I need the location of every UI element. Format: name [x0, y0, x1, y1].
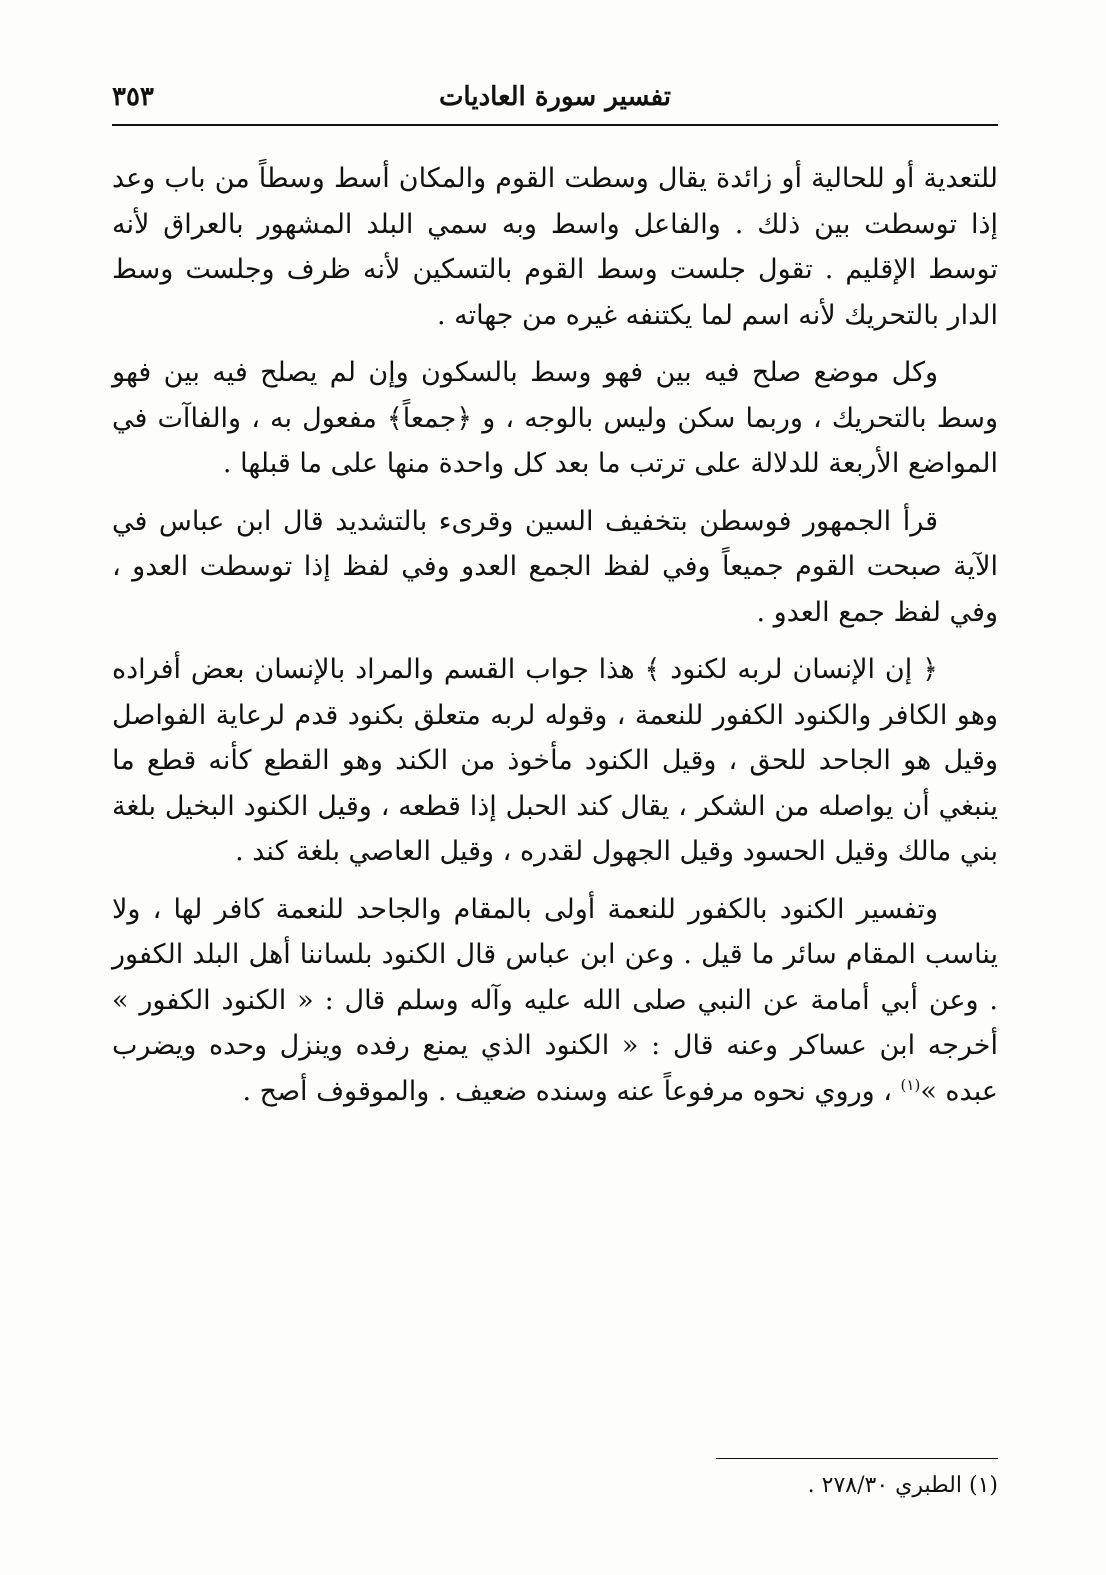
paragraph-5-text-end: ، وروي نحوه مرفوعاً عنه وسنده ضعيف . والموقوف أصح .	[242, 1075, 901, 1107]
paragraph-1: للتعدية أو للحالية أو زائدة يقال وسطت القوم والمكان أسط وسطاً من باب وعد إذا توسطت بين ذلك . والفاعل واسط وبه سمي البلد المشهور بالعراق لأنه توسط الإقليم . تقول جلست وسط القوم بالتسكين لأنه ظرف وجلست وسط الدار بالتحريك لأنه اسم لما يكتنفه غيره من جهاته .	[112, 163, 998, 331]
paragraph-5	[112, 887, 998, 1115]
page-body	[112, 156, 998, 1126]
footnote-rule	[716, 1458, 998, 1459]
paragraph-2: وكل موضع صلح فيه بين فهو وسط بالسكون وإن لم يصلح فيه بين فهو وسط بالتحريك ، وربما سكن وليس بالوجه ، و ﴿جمعاً﴾ مفعول به ، والفاآت في المواضع الأربعة للدلالة على ترتب ما بعد كل واحدة منها على ما قبلها .	[112, 357, 998, 479]
footnote-reference[interactable]: (١)	[900, 1075, 921, 1094]
running-title: تفسير سورة العاديات	[438, 82, 672, 112]
page-number: ٣٥٣	[112, 82, 154, 112]
paragraph-5-text: وتفسير الكنود بالكفور للنعمة أولى بالمقام والجاحد للنعمة كافر لها ، ولا يناسب المقام سائر ما قيل . وعن ابن عباس قال الكنود بلساننا أهل البلد الكفور . وعن أبي أمامة عن النبي صلى الله عليه وآله وسلم قال : « الكنود الكفور » أخرجه ابن عساكر وعنه قال : « الكنود الذي يمنع رفده وينزل وحده ويضرب عبده »	[112, 893, 998, 1107]
paragraph-4: ﴿ إن الإنسان لربه لكنود ﴾ هذا جواب القسم والمراد بالإنسان بعض أفراده وهو الكافر والكنود الكفور للنعمة ، وقوله لربه متعلق بكنود قدم لرعاية الفواصل وقيل هو الجاحد للحق ، وقيل الكنود مأخوذ من الكند وهو القطع كأنه قطع ما ينبغي أن يواصله من الشكر ، يقال كند الحبل إذا قطعه ، وقيل الكنود البخيل بلغة بني مالك وقيل الحسود وقيل الجهول لقدره ، وقيل العاصي بلغة كند .	[112, 654, 998, 867]
running-header	[112, 76, 998, 120]
footnote: (١) الطبري ٢٧٨/٣٠ .	[807, 1473, 998, 1498]
paragraph-3: قرأ الجمهور فوسطن بتخفيف السين وقرىء بالتشديد قال ابن عباس في الآية صبحت القوم جميعاً وفي لفظ الجمع العدو وفي لفظ إذا توسطت العدو ، وفي لفظ جمع العدو .	[112, 505, 998, 628]
header-rule	[112, 124, 998, 126]
